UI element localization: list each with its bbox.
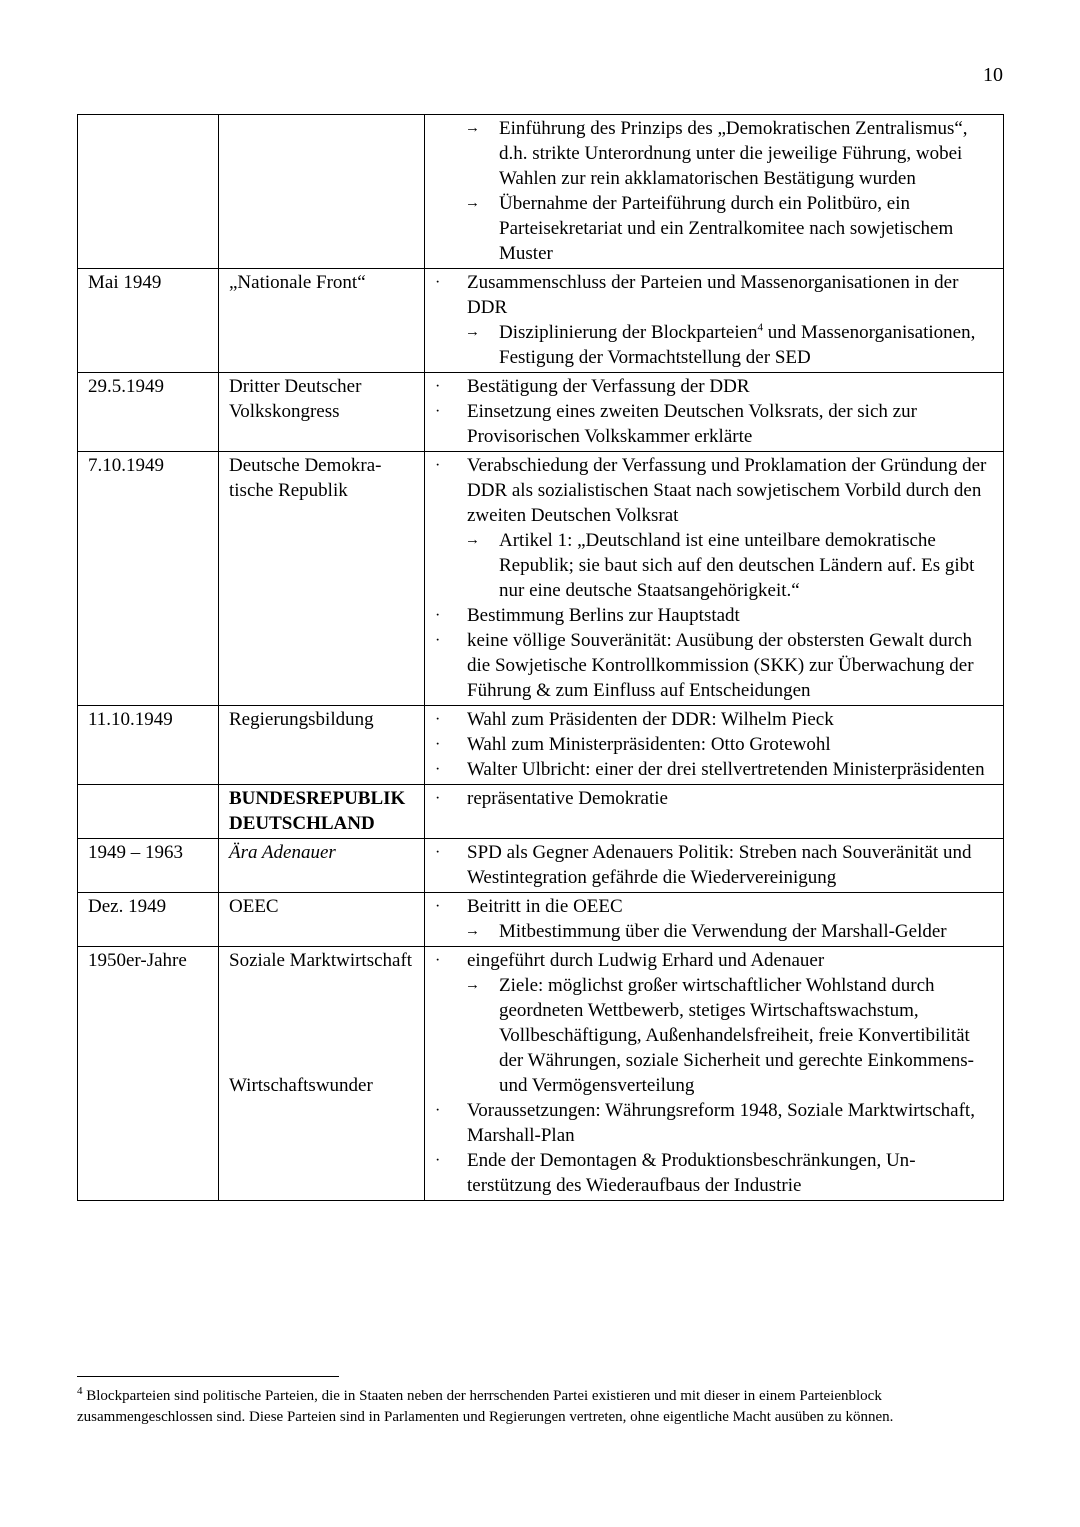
bullet-icon: ·	[435, 761, 441, 778]
topic-label: Deutsche Demokratische Republik	[229, 455, 382, 501]
topic-cell	[219, 373, 425, 452]
entry-text: Ende der Demontagen & Produktionsbeschränkungen, Unterstützung des Wiederaufbaus der Industrie	[467, 1150, 916, 1196]
arrow-icon: →	[465, 120, 480, 136]
bullet-list-item	[435, 1098, 993, 1148]
entry-text: repräsentative Demokratie	[467, 788, 668, 809]
topic-label: Ära Adenauer	[229, 842, 336, 863]
topic-cell	[219, 947, 425, 1201]
arrow-list-item	[435, 191, 993, 266]
footnote-text: Blockparteien sind politische Parteien, die in Staaten neben der herrschenden Partei existieren und mit dieser in einem Parteienblock zusammengeschlossen sind. Diese Parteien sind in Parlamenten und Regierungen vertreten, ohne eigentliche Macht ausüben zu können.	[77, 1388, 894, 1425]
date-cell	[78, 115, 219, 269]
date-cell: 11.10.1949	[78, 706, 219, 785]
entry-text: eingeführt durch Ludwig Erhard und Adenauer	[467, 950, 825, 971]
table-row	[78, 706, 1004, 785]
bullet-list-item	[435, 786, 993, 811]
entry-text: Einsetzung eines zweiten Deutschen Volksrats, der sich zur Provisorischen Volkskammer erklärte	[467, 401, 917, 447]
arrow-list-item	[435, 973, 993, 1098]
arrow-icon: →	[465, 977, 480, 993]
bullet-icon: ·	[435, 711, 441, 728]
footnote	[77, 1386, 1003, 1428]
entry-text: Walter Ulbricht: einer der drei stellvertretenden Ministerpräsidenten	[467, 759, 985, 780]
table-row	[78, 947, 1004, 1201]
entry-text: keine völlige Souveränität: Ausübung der obstersten Gewalt durch die Sowjetische Kontrollkommission (SKK) zur Überwachung der Führung & zum Einfluss auf Entscheidungen	[467, 630, 974, 701]
date-cell: 1950er-Jahre	[78, 947, 219, 1201]
topic-label: Regierungsbildung	[229, 709, 374, 730]
topic-label: BUNDESREPUBLIK DEUTSCHLAND	[229, 788, 406, 834]
bullet-list-item	[435, 374, 993, 399]
bullet-icon: ·	[435, 632, 441, 649]
bullet-list-item	[435, 1148, 993, 1198]
content-cell	[425, 452, 1004, 706]
date-cell: Mai 1949	[78, 269, 219, 373]
entry-text: Zusammenschluss der Parteien und Massenorganisationen in der DDR	[467, 272, 959, 318]
entry-text: Bestimmung Berlins zur Hauptstadt	[467, 605, 740, 626]
table-row	[78, 785, 1004, 839]
bullet-icon: ·	[435, 1152, 441, 1169]
table-row	[78, 839, 1004, 893]
arrow-list-item	[435, 116, 993, 191]
bullet-list-item	[435, 840, 993, 890]
bullet-icon: ·	[435, 736, 441, 753]
date-cell: 1949 – 1963	[78, 839, 219, 893]
topic-cell	[219, 452, 425, 706]
entry-text: Wahl zum Präsidenten der DDR: Wilhelm Pieck	[467, 709, 834, 730]
bullet-icon: ·	[435, 457, 441, 474]
bullet-icon: ·	[435, 1102, 441, 1119]
date-cell: Dez. 1949	[78, 893, 219, 947]
content-cell	[425, 839, 1004, 893]
entry-text: Mitbestimmung über die Verwendung der Marshall-Gelder	[499, 921, 947, 942]
topic-label: Dritter Deutscher Volkskongress	[229, 376, 362, 422]
topic-label-secondary: Wirtschaftswunder	[229, 1075, 373, 1096]
arrow-list-item	[435, 528, 993, 603]
date-cell: 7.10.1949	[78, 452, 219, 706]
bullet-icon: ·	[435, 403, 441, 420]
date-cell	[78, 785, 219, 839]
entry-text: Übernahme der Parteiführung durch ein Politbüro, ein Parteisekretariat und ein Zentralkomitee nach sowjetischem Muster	[499, 193, 954, 264]
bullet-list-item	[435, 732, 993, 757]
content-cell	[425, 785, 1004, 839]
bullet-list-item	[435, 399, 993, 449]
bullet-icon: ·	[435, 790, 441, 807]
bullet-list-item	[435, 270, 993, 320]
bullet-icon: ·	[435, 274, 441, 291]
timeline-table	[77, 114, 1004, 1201]
bullet-list-item	[435, 948, 993, 973]
table-row	[78, 452, 1004, 706]
topic-cell	[219, 706, 425, 785]
content-cell	[425, 115, 1004, 269]
entry-text: Disziplinierung der Blockparteien	[499, 322, 758, 343]
content-cell	[425, 373, 1004, 452]
bullet-list-item	[435, 707, 993, 732]
topic-cell	[219, 115, 425, 269]
bullet-list-item	[435, 603, 993, 628]
arrow-icon: →	[465, 195, 480, 211]
arrow-list-item	[435, 320, 993, 370]
footnote-number: 4	[77, 1385, 83, 1397]
bullet-icon: ·	[435, 607, 441, 624]
entry-text-continued: und Massenorganisationen, Festigung der Vormachtstellung der SED	[499, 322, 976, 368]
topic-cell	[219, 893, 425, 947]
footnote-separator	[77, 1376, 339, 1377]
content-cell	[425, 893, 1004, 947]
table-row	[78, 373, 1004, 452]
arrow-icon: →	[465, 923, 480, 939]
entry-text: Beitritt in die OEEC	[467, 896, 623, 917]
topic-cell	[219, 785, 425, 839]
timeline-body	[78, 115, 1004, 1201]
entry-text: Wahl zum Ministerpräsidenten: Otto Grotewohl	[467, 734, 831, 755]
content-cell	[425, 269, 1004, 373]
topic-label: Soziale Marktwirtschaft	[229, 950, 413, 971]
arrow-icon: →	[465, 532, 480, 548]
page-number: 10	[983, 64, 1003, 86]
entry-text: SPD als Gegner Adenauers Politik: Streben nach Souveränität und Westintegration gefährde die Wiedervereinigung	[467, 842, 972, 888]
topic-cell	[219, 269, 425, 373]
table-row	[78, 269, 1004, 373]
bullet-list-item	[435, 757, 993, 782]
entry-text: Verabschiedung der Verfassung und Proklamation der Gründung der DDR als sozialistischen Staat nach sowjetischem Vorbild durch den zweiten Deutschen Volksrat	[467, 455, 987, 526]
bullet-list-item	[435, 628, 993, 703]
arrow-icon: →	[465, 324, 480, 340]
bullet-icon: ·	[435, 952, 441, 969]
topic-label: „Nationale Front“	[229, 272, 366, 293]
table-row	[78, 115, 1004, 269]
entry-text: Bestätigung der Verfassung der DDR	[467, 376, 750, 397]
footnote-reference: 4	[757, 321, 764, 334]
arrow-list-item	[435, 919, 993, 944]
bullet-list-item	[435, 453, 993, 528]
bullet-icon: ·	[435, 898, 441, 915]
date-cell: 29.5.1949	[78, 373, 219, 452]
content-cell	[425, 706, 1004, 785]
entry-text: Einführung des Prinzips des „Demokratischen Zentralismus“, d.h. strikte Unterordnung unter die jeweilige Führung, wobei Wahlen zur rein akklamatorischen Bestätigung wurden	[499, 118, 968, 189]
content-cell	[425, 947, 1004, 1201]
entry-text: Artikel 1: „Deutschland ist eine unteilbare demokratische Republik; sie baut sich auf den deutschen Ländern auf. Es gibt nur eine deutsche Staatsangehörigkeit.“	[499, 530, 975, 601]
table-row	[78, 893, 1004, 947]
entry-text: Ziele: möglichst großer wirtschaftlicher Wohlstand durch geordneten Wettbewerb, stetiges Wirtschaftswachstum, Vollbeschäftigung, Außenhandelsfreiheit, freie Konvertibilität der Währungen, soziale Sicherheit und gerechte Einkommens- und Vermögensverteilung	[499, 975, 975, 1096]
bullet-icon: ·	[435, 844, 441, 861]
topic-cell	[219, 839, 425, 893]
bullet-list-item	[435, 894, 993, 919]
topic-spacer	[229, 973, 414, 1073]
topic-label: OEEC	[229, 896, 279, 917]
entry-text: Voraussetzungen: Währungsreform 1948, Soziale Marktwirtschaft, Marshall-Plan	[467, 1100, 975, 1146]
bullet-icon: ·	[435, 378, 441, 395]
